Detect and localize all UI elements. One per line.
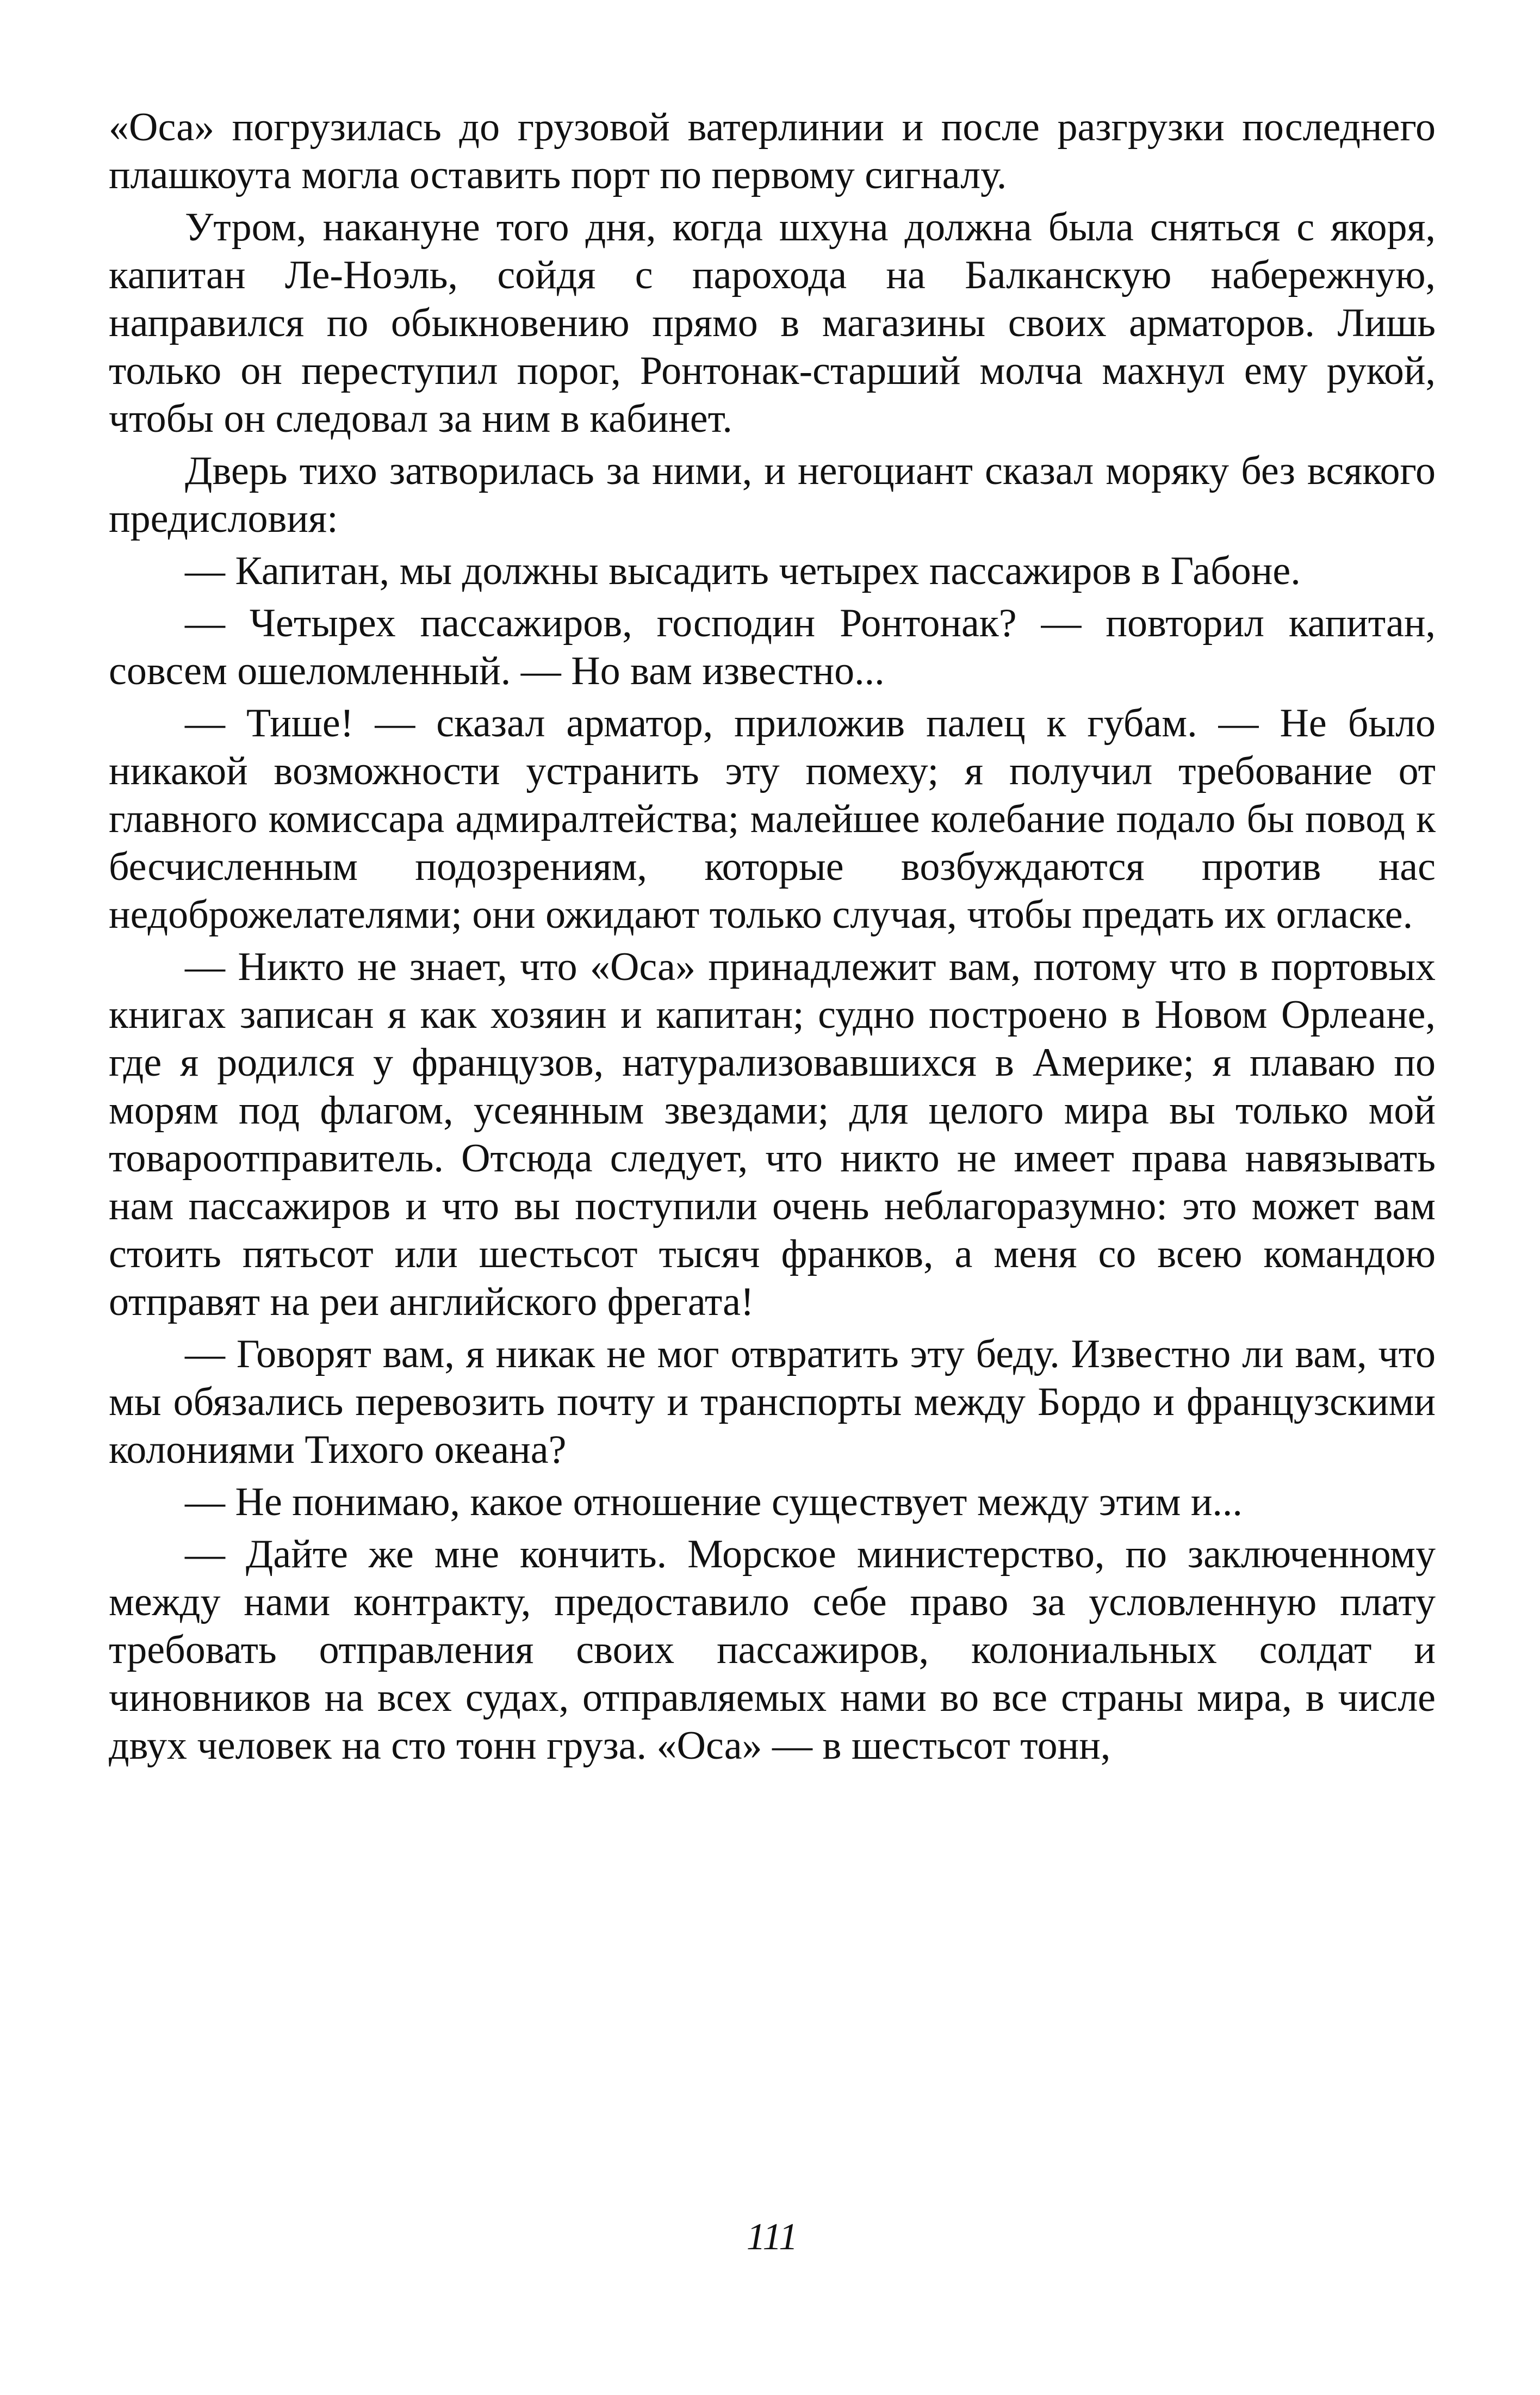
paragraph-9: — Не понимаю, какое отношение существует между этим и... bbox=[185, 1480, 1243, 1524]
paragraph-8: — Говорят вам, я никак не мог отвратить эту беду. Известно ли вам, что мы обязались перевозить почту и транспорты между Бордо и французскими колониями Тихого океана? bbox=[109, 1332, 1436, 1472]
paragraph-3: Дверь тихо затворилась за ними, и негоциант сказал моряку без всякого предисловия: bbox=[109, 449, 1436, 541]
paragraph-2: Утром, накануне того дня, когда шхуна должна была сняться с якоря, капитан Ле-Ноэль, сойдя с парохода на Балканскую набережную, направился по обыкновению прямо в магазины своих арматоров. Лишь только он переступил порог, Ронтонак-старший молча махнул ему рукой, чтобы он следовал за ним в кабинет. bbox=[109, 205, 1436, 441]
paragraph-1: «Оса» погрузилась до грузовой ватерлинии и после разгрузки последнего плашкоута могла оставить порт по первому сигналу. bbox=[109, 105, 1436, 197]
paragraph-7: — Никто не знает, что «Оса» принадлежит вам, потому что в портовых книгах записан я как хозяин и капитан; судно построено в Новом Орлеане, где я родился у французов, натурализовавшихся в Америке; я плаваю по морям под флагом, усеянным звездами; для целого мира вы только мой товароотправитель. Отсюда следует, что никто не имеет права навязывать нам пассажиров и что вы поступили очень неблагоразумно: это может вам стоить пятьсот или шестьсот тысяч франков, а меня со всею командою отправят на реи английского фрегата! bbox=[109, 945, 1436, 1324]
paragraph-10: — Дайте же мне кончить. Морское министерство, по заключенному между нами контракту, предоставило себе право за условленную плату требовать отправления своих пассажиров, колониальных солдат и чиновников на всех судах, отправляемых нами во все страны мира, в числе двух человек на сто тонн груза. «Оса» — в шестьсот тонн, bbox=[109, 1532, 1436, 1768]
paragraph-5: — Четырех пассажиров, господин Ронтонак? — повторил капитан, совсем ошеломленный. — Но вам известно... bbox=[109, 601, 1436, 693]
book-page bbox=[109, 103, 1436, 2333]
page-number: 111 bbox=[746, 2216, 798, 2258]
paragraph-6: — Тише! — сказал арматор, приложив палец к губам. — Не было никакой возможности устранить эту помеху; я получил требование от главного комиссара адмиралтейства; малейшее колебание подало бы повод к бесчисленным подозрениям, которые возбуждаются против нас недоброжелателями; они ожидают только случая, чтобы предать их огласке. bbox=[109, 701, 1436, 937]
paragraph-4: — Капитан, мы должны высадить четырех пассажиров в Габоне. bbox=[185, 549, 1301, 593]
text-body bbox=[109, 103, 1436, 1770]
